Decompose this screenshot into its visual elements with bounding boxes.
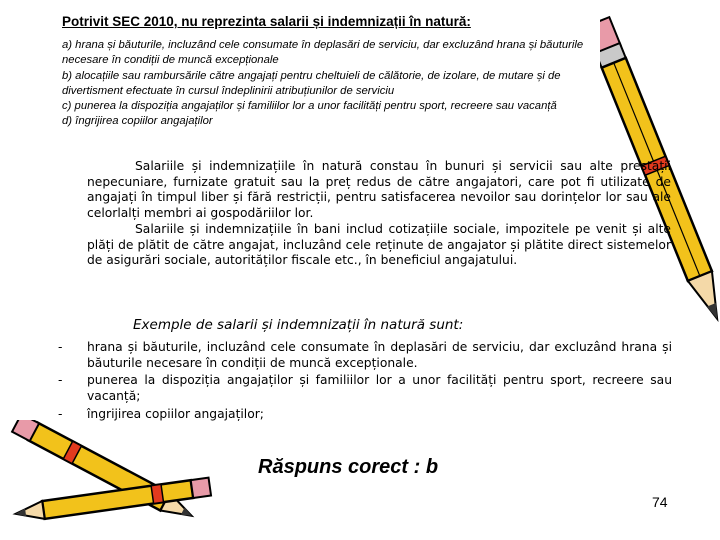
option-a: a) hrana și băuturile, incluzând cele consumate în deplasări de serviciu, dar excluzând hrana și băuturile necesare în condiții de muncă excepționale	[62, 39, 584, 67]
correct-answer: Răspuns corect : b	[258, 456, 439, 478]
list-item-text: hrana și băuturile, incluzând cele consumate în deplasări de serviciu, dar excluzând hrana și băuturile necesare în condiții de muncă excepționale.	[87, 340, 672, 370]
list-item	[58, 407, 672, 423]
explanation-paragraph: Salariile și indemnizațiile în natură constau în bunuri și servicii sau alte prestații nepecuniare, furnizate gratuit sau la preț redus de către angajatori, care pot fi utilizate de angajați în timpul liber și fără restricții, pentru satisfacerea nevoilor sau dorințelor lor sau ale celorlalți membri ai gospodăriilor lor.	[87, 159, 671, 221]
list-item	[58, 373, 672, 404]
list-item-text: îngrijirea copiilor angajaților;	[87, 406, 264, 421]
list-dash: -	[58, 406, 63, 421]
list-dash: -	[58, 340, 63, 354]
option-b: b) alocațiile sau rambursările către angajați pentru cheltuieli de călătorie, de izolare, de mutare și de divertisment efectuate în cursul îndeplinirii atribuțiunilor de serviciu	[62, 69, 561, 97]
question-title: Potrivit SEC 2010, nu reprezinta salarii și indemnizații în natură:	[62, 14, 471, 29]
list-item	[58, 340, 672, 371]
examples-list	[58, 340, 672, 425]
option-c: c) punerea la dispoziția angajaților și familiilor lor a unor facilități pentru sport, recreere sau vacanță	[62, 100, 557, 113]
examples-heading: Exemple de salarii și indemnizații în natură sunt:	[133, 317, 464, 333]
crossed-pencils-icon	[0, 420, 240, 540]
explanation-text	[87, 159, 671, 269]
explanation-paragraph: Salariile și indemnizațiile în bani includ cotizațiile sociale, impozitele pe venit și alte plăți de plătit de către angajat, incluzând cele reținute de angajator și plătite direct sistemelor de asigurări sociale, autorităților fiscale etc., în beneficiul angajatului.	[87, 221, 671, 268]
answer-options	[62, 38, 622, 130]
list-dash: -	[58, 373, 63, 388]
option-d: d) îngrijirea copiilor angajaților	[62, 115, 213, 128]
page-number: 74	[652, 494, 668, 510]
list-item-text: punerea la dispoziția angajaților și familiilor lor a unor facilități pentru sport, recreere sau vacanță;	[87, 373, 672, 404]
